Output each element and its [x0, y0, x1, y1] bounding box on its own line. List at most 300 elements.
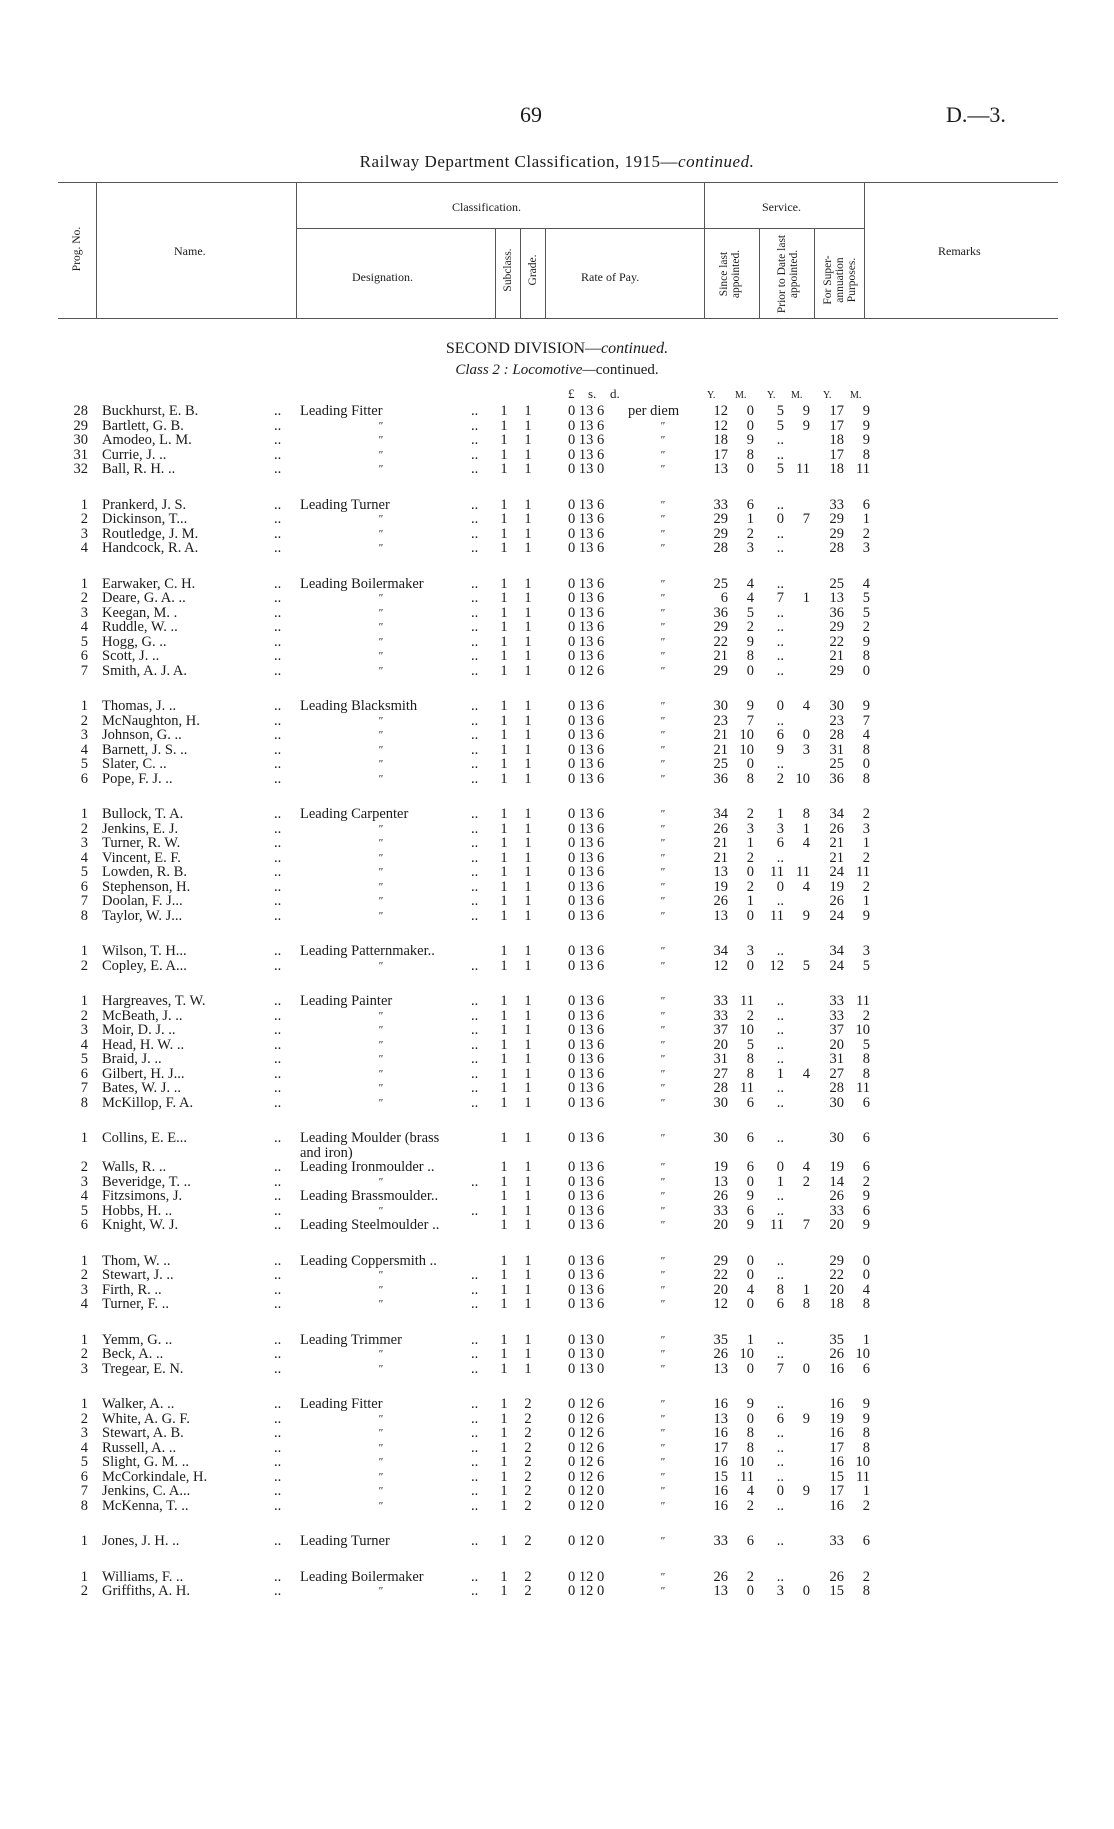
subclass: 1	[500, 1252, 508, 1269]
rate-of-pay: 0 12 6	[568, 1439, 605, 1456]
leader-dots: ..	[471, 1425, 479, 1442]
designation: "	[378, 527, 383, 540]
pay-period: "	[660, 1283, 665, 1296]
designation: "	[378, 743, 383, 756]
pay-period: "	[660, 995, 665, 1008]
unit-pound: £	[568, 386, 575, 401]
prior-years: 1	[776, 806, 784, 823]
grade: 2	[524, 1425, 532, 1442]
pay-period: "	[660, 729, 665, 742]
super-months: 9	[862, 417, 870, 434]
since-years: 33	[713, 1202, 728, 1219]
rate-of-pay: 0 13 6	[568, 1173, 605, 1190]
prog-no: 2	[80, 1583, 88, 1600]
prior-months: 0	[802, 727, 810, 744]
leader-dots: ..	[471, 1568, 479, 1585]
col-rule-8	[814, 228, 815, 318]
leader-dots: ..	[274, 864, 282, 881]
grade: 1	[524, 604, 532, 621]
grade: 2	[524, 1439, 532, 1456]
employee-name: Russell, A. ..	[102, 1439, 177, 1456]
designation: and iron)	[300, 1144, 353, 1161]
leader-dots: ..	[471, 1094, 479, 1111]
super-months: 0	[862, 756, 870, 773]
since-months: 3	[746, 540, 754, 557]
prog-no: 1	[80, 943, 88, 960]
prog-no: 6	[80, 648, 88, 665]
prior-years: 0	[776, 878, 784, 895]
rate-of-pay: 0 13 6	[568, 1296, 605, 1313]
employee-name: Gilbert, H. J...	[102, 1065, 185, 1082]
leader-dots: ..	[274, 662, 282, 679]
prior-years: 11	[770, 864, 784, 881]
pay-period: "	[660, 714, 665, 727]
prior-years: 5	[776, 461, 784, 477]
prior-years: ..	[776, 1188, 784, 1205]
pay-period: "	[660, 772, 665, 785]
rate-of-pay: 0 13 6	[568, 1051, 605, 1068]
header-prog-no: Prog. No.	[71, 226, 83, 272]
rate-of-pay: 0 13 6	[568, 496, 605, 513]
pay-period: "	[660, 1132, 665, 1145]
super-months: 9	[862, 403, 870, 419]
super-years: 26	[829, 893, 844, 910]
super-years: 13	[829, 590, 844, 607]
unit-since-years: Y.	[707, 390, 716, 401]
grade: 1	[524, 943, 532, 960]
designation: Leading Boilermaker	[300, 575, 424, 592]
since-years: 21	[713, 741, 728, 758]
pay-period: "	[660, 1038, 665, 1051]
pay-period: "	[660, 1161, 665, 1174]
col-rule-1	[96, 182, 97, 318]
designation: Leading Moulder (brass	[300, 1130, 440, 1147]
grade: 1	[524, 1036, 532, 1053]
since-months: 8	[746, 1439, 754, 1456]
leader-dots: ..	[274, 1360, 282, 1377]
rate-of-pay: 0 13 6	[568, 849, 605, 866]
prog-no: 1	[80, 575, 88, 592]
since-months: 10	[739, 1454, 754, 1471]
prior-years: 2	[776, 770, 784, 787]
prior-years: 6	[776, 1410, 784, 1427]
grade: 1	[524, 540, 532, 557]
leader-dots: ..	[471, 511, 479, 528]
leader-dots: ..	[471, 1173, 479, 1190]
since-months: 10	[739, 727, 754, 744]
designation: Leading Blacksmith	[300, 698, 418, 715]
super-years: 31	[829, 741, 844, 758]
super-months: 0	[862, 662, 870, 679]
subclass: 1	[500, 1080, 508, 1097]
grade: 1	[524, 1051, 532, 1068]
grade: 1	[524, 893, 532, 910]
subclass: 1	[500, 525, 508, 542]
super-months: 1	[862, 1331, 870, 1348]
employee-name: Jenkins, C. A...	[102, 1483, 191, 1500]
employee-name: Wilson, T. H...	[102, 943, 187, 960]
employee-name: Tregear, E. N.	[102, 1360, 184, 1377]
pay-period: "	[660, 959, 665, 972]
employee-name: Moir, D. J. ..	[102, 1022, 176, 1039]
employee-name: Hargreaves, T. W.	[102, 993, 206, 1010]
pay-period: "	[660, 419, 665, 432]
prior-years: ..	[776, 1252, 784, 1269]
super-years: 15	[829, 1468, 844, 1485]
since-months: 4	[746, 1281, 754, 1298]
rate-of-pay: 0 13 6	[568, 633, 605, 650]
designation: "	[378, 463, 383, 475]
employee-name: McBeath, J. ..	[102, 1007, 183, 1024]
prior-years: ..	[776, 712, 784, 729]
leader-dots: ..	[274, 727, 282, 744]
unit-prior-years: Y.	[767, 390, 776, 401]
rate-of-pay: 0 12 6	[568, 662, 605, 679]
super-months: 6	[862, 1533, 870, 1550]
employee-name: Slight, G. M. ..	[102, 1454, 190, 1471]
pay-period: "	[660, 1009, 665, 1022]
employee-name: Earwaker, C. H.	[102, 575, 196, 592]
pay-period: "	[660, 822, 665, 835]
super-years: 28	[829, 727, 844, 744]
super-months: 11	[856, 461, 870, 477]
subclass: 1	[500, 741, 508, 758]
pay-period: "	[660, 945, 665, 958]
since-years: 6	[720, 590, 728, 607]
leader-dots: ..	[471, 1296, 479, 1313]
table-row	[0, 461, 1114, 478]
header-service: Service.	[762, 200, 801, 214]
since-years: 28	[713, 1080, 728, 1097]
employee-name: Griffiths, A. H.	[102, 1583, 190, 1600]
super-years: 35	[829, 1331, 844, 1348]
division-continued: continued.	[601, 340, 669, 357]
super-years: 33	[829, 1202, 844, 1219]
prior-years: ..	[776, 1022, 784, 1039]
grade: 1	[524, 511, 532, 528]
rate-of-pay: 0 13 6	[568, 893, 605, 910]
leader-dots: ..	[471, 1036, 479, 1053]
class-label: Class 2 : Locomotive—	[455, 362, 596, 378]
designation: "	[378, 1362, 383, 1375]
leader-dots: ..	[471, 461, 479, 477]
designation: "	[378, 1269, 383, 1282]
leader-dots: ..	[471, 1410, 479, 1427]
super-months: 4	[862, 727, 870, 744]
prior-months: 9	[802, 403, 810, 419]
pay-period: "	[660, 1219, 665, 1232]
pay-period: "	[660, 1456, 665, 1469]
designation: Leading Brassmoulder..	[300, 1188, 439, 1205]
super-years: 33	[829, 1007, 844, 1024]
since-years: 34	[713, 806, 728, 823]
grade: 1	[524, 1296, 532, 1313]
grade: 1	[524, 1360, 532, 1377]
since-months: 10	[739, 741, 754, 758]
super-months: 8	[862, 1583, 870, 1600]
prior-years: ..	[776, 662, 784, 679]
subclass: 1	[500, 1007, 508, 1024]
employee-name: McNaughton, H.	[102, 712, 200, 729]
subclass: 1	[500, 849, 508, 866]
prior-years: ..	[776, 893, 784, 910]
since-months: 0	[746, 1583, 754, 1600]
since-months: 2	[746, 1497, 754, 1514]
prior-years: ..	[776, 1080, 784, 1097]
subclass: 1	[500, 864, 508, 881]
since-years: 12	[713, 417, 728, 434]
since-years: 16	[713, 1396, 728, 1413]
grade: 2	[524, 1454, 532, 1471]
prior-years: ..	[776, 1497, 784, 1514]
designation: Leading Painter	[300, 993, 393, 1010]
since-months: 4	[746, 590, 754, 607]
prog-no: 3	[80, 604, 88, 621]
since-years: 29	[713, 525, 728, 542]
employee-name: Williams, F. ..	[102, 1568, 184, 1585]
prior-months: 8	[802, 806, 810, 823]
grade: 1	[524, 698, 532, 715]
designation: "	[378, 1470, 383, 1483]
employee-name: Deare, G. A. ..	[102, 590, 186, 607]
leader-dots: ..	[471, 619, 479, 636]
rate-of-pay: 0 13 6	[568, 806, 605, 823]
super-months: 3	[862, 943, 870, 960]
employee-name: Vincent, E. F.	[102, 849, 181, 866]
subclass: 1	[500, 756, 508, 773]
employee-name: Bartlett, G. B.	[102, 417, 184, 434]
leader-dots: ..	[274, 770, 282, 787]
subclass: 1	[500, 957, 508, 974]
leader-dots: ..	[274, 1188, 282, 1205]
designation: "	[378, 758, 383, 771]
since-months: 4	[746, 1483, 754, 1500]
since-months: 9	[746, 1396, 754, 1413]
super-years: 31	[829, 1051, 844, 1068]
document-code: D.—3.	[946, 102, 1006, 127]
subclass: 1	[500, 1483, 508, 1500]
subclass: 1	[500, 496, 508, 513]
leader-dots: ..	[471, 756, 479, 773]
rate-of-pay: 0 13 6	[568, 1065, 605, 1082]
grade: 1	[524, 432, 532, 448]
leader-dots: ..	[274, 1583, 282, 1600]
super-months: 2	[862, 619, 870, 636]
designation: "	[378, 1204, 383, 1217]
subclass: 1	[500, 1296, 508, 1313]
designation: "	[378, 1499, 383, 1512]
designation: Leading Trimmer	[300, 1331, 402, 1348]
prog-no: 30	[73, 432, 88, 448]
leader-dots: ..	[274, 525, 282, 542]
super-years: 18	[829, 461, 844, 477]
table-row	[0, 908, 1114, 925]
designation: "	[378, 895, 383, 908]
grade: 1	[524, 770, 532, 787]
super-years: 34	[829, 806, 844, 823]
super-years: 30	[829, 1130, 844, 1147]
leader-dots: ..	[274, 1036, 282, 1053]
leader-dots: ..	[471, 698, 479, 715]
since-months: 4	[746, 575, 754, 592]
super-months: 11	[856, 864, 870, 881]
designation: Leading Carpenter	[300, 806, 409, 823]
since-years: 16	[713, 1454, 728, 1471]
employee-name: McKillop, F. A.	[102, 1094, 194, 1111]
designation: Leading Steelmoulder ..	[300, 1217, 440, 1234]
subclass: 1	[500, 540, 508, 557]
pay-period: "	[660, 880, 665, 893]
since-years: 12	[713, 1296, 728, 1313]
subclass: 1	[500, 575, 508, 592]
designation: "	[378, 621, 383, 634]
grade: 1	[524, 590, 532, 607]
rate-of-pay: 0 12 6	[568, 1425, 605, 1442]
prior-years: ..	[776, 525, 784, 542]
employee-name: Stewart, J. ..	[102, 1267, 174, 1284]
leader-dots: ..	[274, 511, 282, 528]
since-months: 0	[746, 662, 754, 679]
super-months: 8	[862, 741, 870, 758]
col-rule-6	[704, 182, 705, 318]
since-months: 2	[746, 849, 754, 866]
since-months: 10	[739, 1022, 754, 1039]
leader-dots: ..	[274, 1281, 282, 1298]
super-months: 1	[862, 511, 870, 528]
prior-months: 0	[802, 1583, 810, 1600]
rate-of-pay: 0 13 6	[568, 1094, 605, 1111]
since-months: 0	[746, 1296, 754, 1313]
since-years: 20	[713, 1036, 728, 1053]
prior-months: 1	[802, 590, 810, 607]
since-months: 1	[746, 511, 754, 528]
since-months: 1	[746, 893, 754, 910]
rate-of-pay: 0 13 6	[568, 1130, 605, 1147]
leader-dots: ..	[471, 1468, 479, 1485]
super-years: 20	[829, 1217, 844, 1234]
designation: "	[378, 837, 383, 850]
employee-name: White, A. G. F.	[102, 1410, 190, 1427]
leader-dots: ..	[274, 1007, 282, 1024]
prior-years: ..	[776, 756, 784, 773]
grade: 1	[524, 403, 532, 419]
designation: "	[378, 714, 383, 727]
super-months: 6	[862, 1159, 870, 1176]
prog-no: 8	[80, 907, 88, 924]
prog-no: 29	[73, 417, 88, 434]
super-years: 18	[829, 432, 844, 448]
subclass: 1	[500, 806, 508, 823]
employee-name: Hobbs, H. ..	[102, 1202, 173, 1219]
subclass: 1	[500, 1497, 508, 1514]
leader-dots: ..	[471, 806, 479, 823]
subclass: 1	[500, 1036, 508, 1053]
since-years: 35	[713, 1331, 728, 1348]
employee-name: Hogg, G. ..	[102, 633, 167, 650]
since-years: 13	[713, 1583, 728, 1600]
leader-dots: ..	[471, 1454, 479, 1471]
super-months: 8	[862, 648, 870, 665]
designation: "	[378, 592, 383, 605]
grade: 1	[524, 1281, 532, 1298]
employee-name: Beveridge, T. ..	[102, 1173, 191, 1190]
grade: 1	[524, 496, 532, 513]
rate-of-pay: 0 13 6	[568, 446, 605, 463]
prior-months: 8	[802, 1296, 810, 1313]
prior-years: ..	[776, 604, 784, 621]
subclass: 1	[500, 907, 508, 924]
super-years: 24	[829, 907, 844, 924]
leader-dots: ..	[471, 540, 479, 557]
super-years: 16	[829, 1425, 844, 1442]
pay-period: "	[660, 650, 665, 663]
employee-name: Pope, F. J. ..	[102, 770, 173, 787]
super-years: 36	[829, 604, 844, 621]
designation: Leading Boilermaker	[300, 1568, 424, 1585]
prog-no: 2	[80, 511, 88, 528]
pay-period: "	[660, 1024, 665, 1037]
subclass: 1	[500, 1439, 508, 1456]
since-years: 25	[713, 575, 728, 592]
subclass: 1	[500, 590, 508, 607]
leader-dots: ..	[471, 835, 479, 852]
since-months: 6	[746, 1159, 754, 1176]
employee-name: Beck, A. ..	[102, 1346, 164, 1363]
super-years: 30	[829, 698, 844, 715]
grade: 1	[524, 662, 532, 679]
rate-of-pay: 0 13 6	[568, 432, 605, 448]
rate-of-pay: 0 13 6	[568, 820, 605, 837]
table-row	[0, 1095, 1114, 1112]
prog-no: 5	[80, 1202, 88, 1219]
leader-dots: ..	[274, 417, 282, 434]
subclass: 1	[500, 727, 508, 744]
super-months: 4	[862, 575, 870, 592]
subclass: 1	[500, 1130, 508, 1147]
prog-no: 1	[80, 993, 88, 1010]
leader-dots: ..	[274, 1346, 282, 1363]
leader-dots: ..	[274, 1130, 282, 1147]
super-years: 20	[829, 1036, 844, 1053]
prog-no: 2	[80, 820, 88, 837]
super-months: 2	[862, 525, 870, 542]
since-years: 31	[713, 1051, 728, 1068]
pay-period: "	[660, 1585, 665, 1598]
grade: 1	[524, 993, 532, 1010]
header-top-rule	[58, 182, 1058, 183]
since-months: 8	[746, 1425, 754, 1442]
super-years: 17	[829, 403, 844, 419]
prog-no: 6	[80, 770, 88, 787]
prog-no: 5	[80, 756, 88, 773]
since-years: 28	[713, 540, 728, 557]
prior-months: 1	[802, 820, 810, 837]
leader-dots: ..	[274, 1080, 282, 1097]
pay-period: "	[660, 1190, 665, 1203]
since-years: 17	[713, 1439, 728, 1456]
leader-dots: ..	[471, 590, 479, 607]
prog-no: 7	[80, 662, 88, 679]
rate-of-pay: 0 12 6	[568, 1410, 605, 1427]
leader-dots: ..	[274, 1202, 282, 1219]
grade: 1	[524, 1252, 532, 1269]
since-months: 0	[746, 1252, 754, 1269]
prior-years: ..	[776, 446, 784, 463]
since-years: 36	[713, 604, 728, 621]
unit-pence: d.	[610, 386, 620, 401]
leader-dots: ..	[274, 446, 282, 463]
employee-name: Jenkins, E. J.	[102, 820, 179, 837]
